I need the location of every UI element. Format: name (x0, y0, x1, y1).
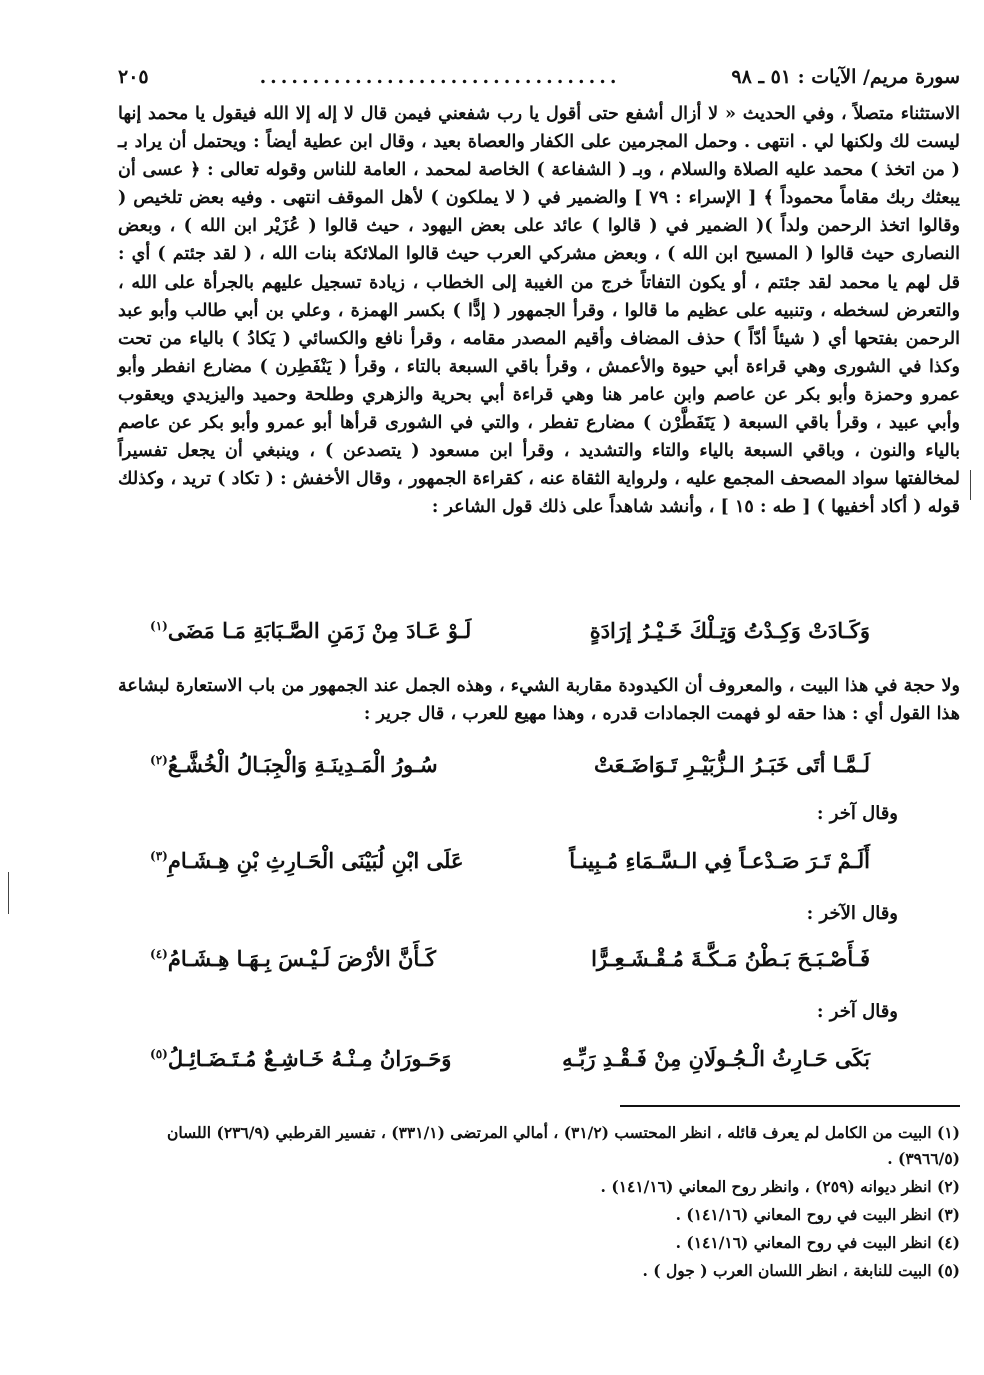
footnote-separator (620, 1105, 960, 1107)
verse-hemistich-right: فَـأَصْـبَـحَ بَـطْنُ مَـكَّـةَ مُـقْـشَـعِـرًّا (591, 945, 870, 971)
scan-margin-mark (8, 872, 9, 914)
footnote-marker: (٤) (150, 946, 168, 961)
footnote-number: (٤) (936, 1233, 960, 1252)
verse-line-1 (150, 608, 870, 652)
scan-margin-mark (970, 470, 971, 500)
footnote-marker: (١) (150, 618, 168, 633)
verse-hemistich-left (150, 1046, 451, 1071)
footnote-text: انظر ديوانه (٢٥٩) ، وانظر روح المعاني (١٤١/١٦) . (600, 1177, 932, 1196)
footnote-text: انظر البيت في روح المعاني (١٤١/١٦) . (675, 1233, 932, 1252)
main-paragraph (118, 100, 960, 521)
verse-text: لَـوْ عَـادَ مِنْ زَمَنِ الصَّـبَابَةِ مَـا مَضَى (167, 617, 472, 643)
footnote-text: انظر البيت في روح المعاني (١٤١/١٦) . (675, 1205, 932, 1224)
paragraph-text: ولا حجة في هذا البيت ، والمعروف أن الكيدودة مقاربة الشيء ، وهذه الجمل عند الجمهور من باب الاستعارة لبشاعة هذا القول أي : هذا حقه لو فهمت الجمادات قدره ، وهذا مهيع للعرب ، قال جرير : (118, 675, 960, 725)
verse-hemistich-right: بَكَى حَـارِثُ الْـجُـولَانِ مِنْ فَـقْـدِ رَبِّـهِ (562, 1045, 870, 1071)
verse-hemistich-right: لَـمَّـا أتَى خَبَـرُ الـزُّبَيْـرِ تَـوَاضَـعَتْ (593, 751, 870, 777)
footnote-1 (118, 1120, 960, 1172)
verse-line-4 (150, 936, 870, 980)
header-leader-dots: .................................. (259, 66, 621, 88)
verse-text: وَحَـورَانُ مِـنْـهُ خَـاشِـعٌ مُـتَـضَـائِـلُ (167, 1045, 452, 1071)
footnote-text: البيت من الكامل لم يعرف قائله ، انظر المحتسب (٣١/٢) ، أمالي المرتضى (٣٣١/١) ، تفسير القرطبي (٢٣٦/٩) اللسان (٣٩٦٦/٥) . (166, 1123, 960, 1168)
verse-text: عَلَى ابْنِ لُبَيْنَى الْحَـارِثِ بْنِ هِـشَـامِ (167, 847, 464, 873)
verse-hemistich-right: أَلَـمْ تَـرَ صَـدْعـاً فِي الـسَّـمَاءِ مُـبِينـاً (569, 847, 870, 873)
footnote-5 (118, 1258, 960, 1284)
verse-hemistich-left (150, 618, 471, 643)
footnotes (118, 1120, 960, 1286)
paragraph-text: الاستثناء متصلاً ، وفي الحديث « لا أزال أشفع حتى أقول يا رب شفعني فيمن قال لا إله إلا الله فيقول يا محمد إنها ليست لك ولكنها لي . انتهى . وحمل المجرمين على الكفار والعصاة بعيد ، وقال ابن عطية أيضاً : ويحتمل أن يراد بـ ( من اتخذ ) محمد عليه الصلاة والسلام ، وبـ ( الشفاعة ) الخاصة لمحمد ، العامة للناس وقوله تعالى : ﴿ عسى أن يبعثك ربك مقاماً محموداً ﴾ [ الإسراء : ٧٩ ] والضمير في ( لا يملكون ) لأهل الموقف انتهى . وفيه بعض تلخيص ( وقالوا اتخذ الرحمن ولداً )( الضمير في ( قالوا ) عائد على بعض اليهود ، حيث قالوا ( عُزَيْر ابن الله ) ، وبعض النصارى حيث قالوا ( المسيح ابن الله ) ، وبعض مشركي العرب حيث قالوا الملائكة بنات الله ، ( لقد جئتم ) أي : قل لهم يا محمد لقد جئتم ، أو يكون التفاتاً خرج من الغيبة إلى الخطاب ، زيادة تسجيل عليهم بالجرأة على الله ، والتعرض لسخطه ، وتنبيه على عظيم ما قالوا ، وقرأ الجمهور ( إدًّا ) بكسر الهمزة ، وعلي بن أبي طالب وأبو عبد الرحمن بفتحها أي ( شيئاً أدّاً ) حذف المضاف وأقيم المصدر مقامه ، وقرأ نافع والكسائي ( يَكادُ ) بالياء من تحت وكذا في الشورى وهي قراءة أبي حيوة والأعمش ، وقرأ باقي السبعة بالتاء ، وقرأ ( يَنْفَطِرن ) مضارع انفطر وأبو عمرو وحمزة وأبو بكر عن عاصم وابن عامر هنا وهي قراءة أبي بحرية والزهري وطلحة وحميد واليزيدي ويعقوب وأبي عبيد ، وقرأ باقي السبعة ( يَتَفَطَّرْن ) مضارع تفطر ، والتي في الشورى قرأها أبو عمرو وأبو بكر عن عاصم بالياء والنون ، وباقي السبعة بالياء والتاء والتشديد ، وقرأ ابن مسعود ( يتصدعن ) ، وينبغي أن يجعل تفسيراً لمخالفتها سواد المصحف المجمع عليه ، ولرواية الثقاة عنه ، كقراءة الجمهور ، وقال الأخفش : ( تكاد ) تريد ، وكذلك قوله ( أكاد أخفيها ) [ طه : ١٥ ] ، وأنشد شاهداً على ذلك قول الشاعر : (118, 103, 960, 518)
footnote-2 (118, 1174, 960, 1200)
footnote-marker: (٣) (150, 848, 168, 863)
another-said-label-2: وقال آخر : (816, 1001, 898, 1022)
footnote-number: (٥) (936, 1261, 960, 1280)
footnote-3 (118, 1202, 960, 1228)
page-number: ٢٠٥ (118, 66, 149, 88)
another-said-label: وقال آخر : (816, 803, 898, 824)
running-header (118, 60, 960, 94)
verse-hemistich-right: وَكَـادَتْ وَكِـدْتُ وَتِـلْكَ خَـيْـرُ إرَادَةٍ (589, 617, 870, 643)
footnote-4 (118, 1230, 960, 1256)
verse-text: سُـورُ الْمَـدِينَـةِ وَالْجِبَـالُ الْخُشَّـعُ (167, 751, 438, 777)
second-paragraph (118, 672, 960, 728)
verse-line-5 (150, 1036, 870, 1080)
footnote-number: (١) (936, 1123, 960, 1142)
verse-line-2 (150, 742, 870, 786)
footnote-text: البيت للنابغة ، انظر اللسان العرب ( جول ) . (642, 1261, 932, 1280)
footnote-marker: (٥) (150, 1046, 168, 1061)
verse-hemistich-left (150, 946, 436, 971)
the-other-said-label: وقال الآخر : (806, 903, 898, 924)
chapter-title: سورة مريم/ الآيات : ٥١ ـ ٩٨ (731, 66, 960, 88)
verse-line-3 (150, 838, 870, 882)
verse-hemistich-left (150, 848, 464, 873)
verse-text: كَـأَنَّ الأرْضَ لَـيْـسَ بِـهَـا هِـشَـامُ (167, 945, 436, 971)
footnote-number: (٢) (936, 1177, 960, 1196)
footnote-marker: (٢) (150, 752, 168, 767)
footnote-number: (٣) (936, 1205, 960, 1224)
verse-hemistich-left (150, 752, 438, 777)
